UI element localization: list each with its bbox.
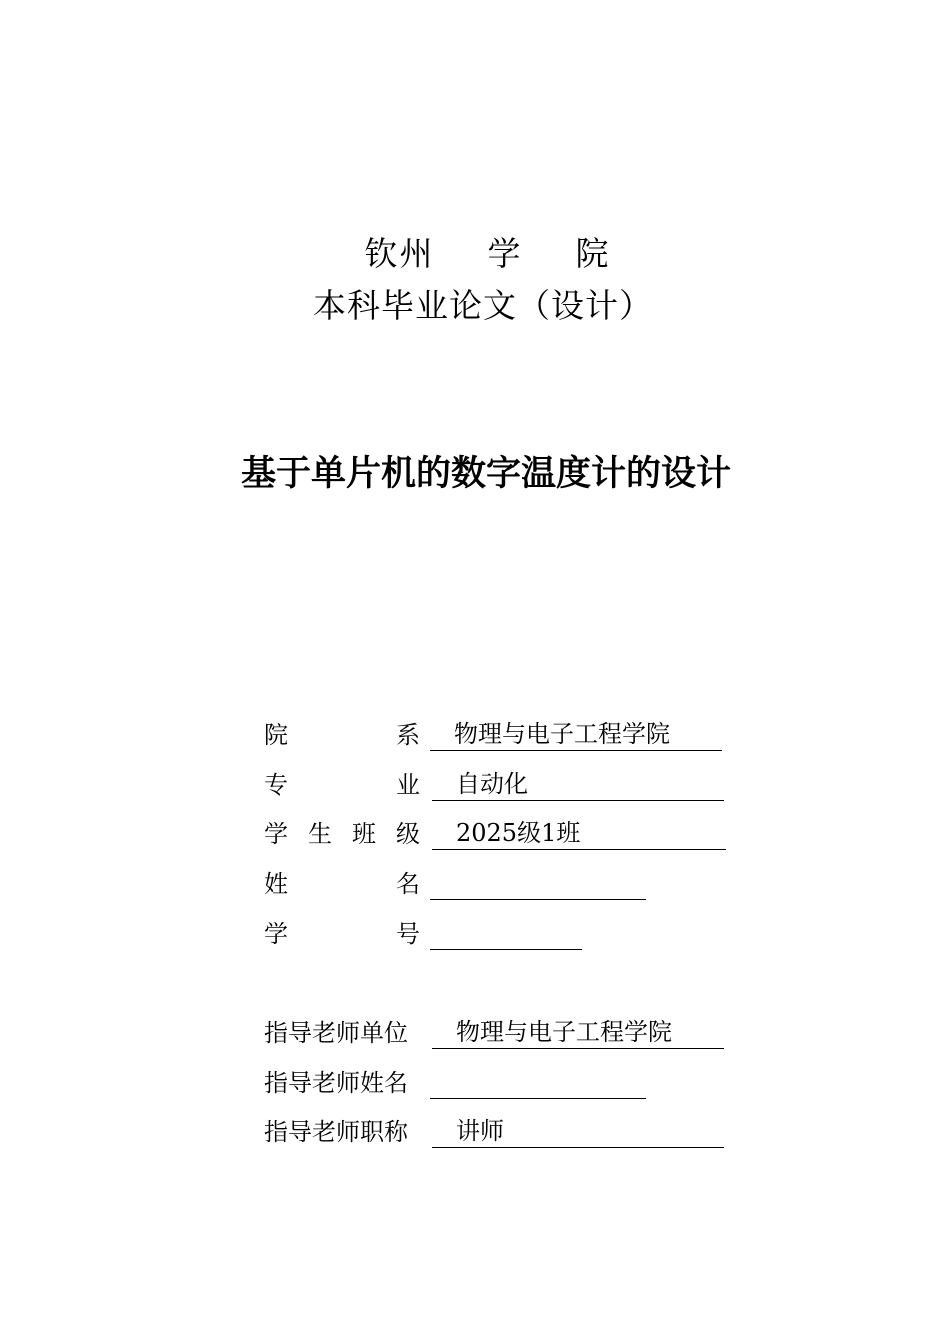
thesis-title: 基于单片机的数字温度计的设计 [240,454,731,494]
university-name: 钦州 学 院 [364,234,611,273]
student-id-label: 学 号 [264,920,420,948]
major-value: 自动化 [456,770,528,798]
advisor-unit-label: 指导老师单位 [264,1019,408,1047]
class-field [432,817,726,850]
department-value: 物理与电子工程学院 [454,720,670,748]
advisor-title-label: 指导老师职称 [264,1118,408,1146]
department-label: 院 系 [264,721,420,749]
major-field [432,768,724,801]
student-id-field [430,917,582,950]
major-label: 专 业 [264,771,420,799]
advisor-unit-value: 物理与电子工程学院 [456,1018,672,1046]
student-name-field [430,867,646,900]
class-label: 学 生 班 级 [264,820,420,848]
document-type: 本科毕业论文（设计） [313,286,653,325]
class-value: 2025级1班 [456,819,581,847]
advisor-title-field [432,1115,724,1148]
advisor-name-label: 指导老师姓名 [264,1069,408,1097]
student-name-label: 姓 名 [264,870,420,898]
advisor-unit-field [432,1016,724,1049]
advisor-title-value: 讲师 [456,1117,504,1145]
advisor-name-field [430,1066,646,1099]
department-field [430,718,722,751]
